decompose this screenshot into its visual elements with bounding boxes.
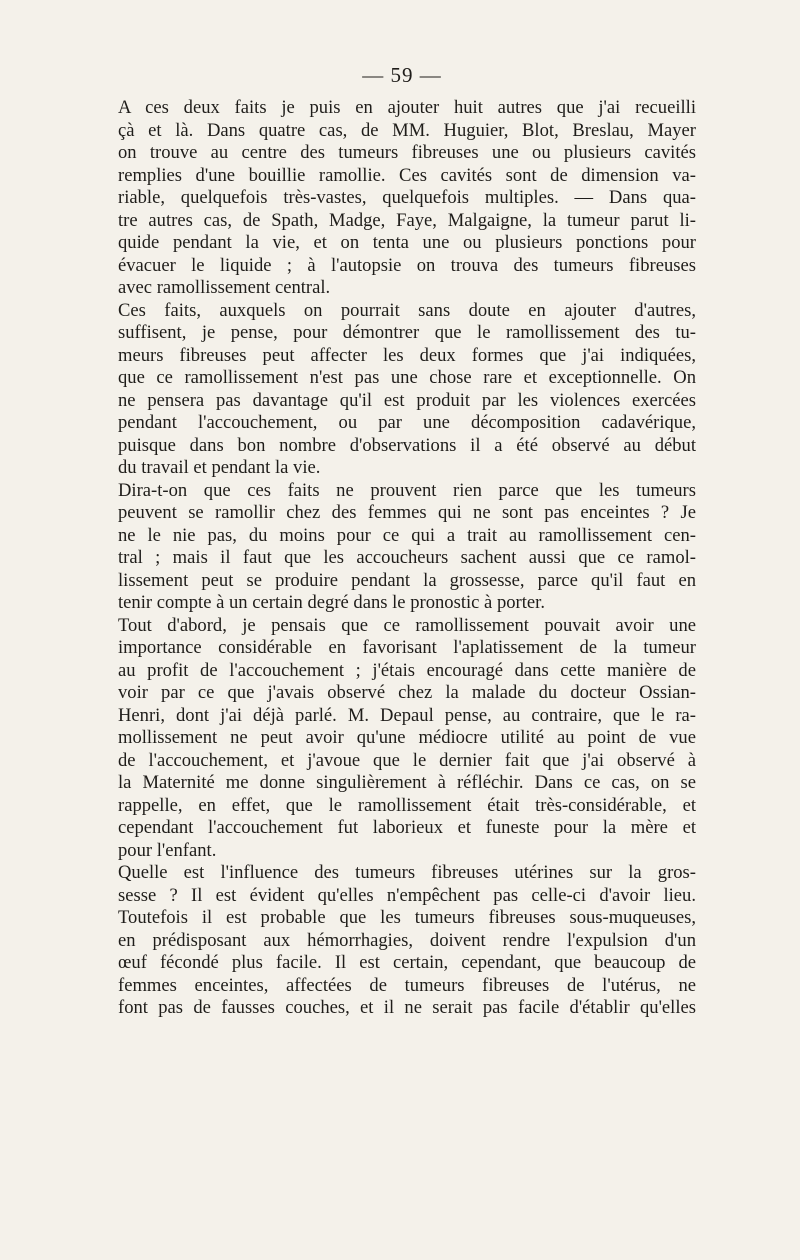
paragraph-1 bbox=[108, 97, 696, 300]
text-line: çà et là. Dans quatre cas, de MM. Huguier, Blot, Breslau, Mayer bbox=[118, 119, 696, 141]
text-line: importance considérable en favorisant l'aplatissement de la tumeur bbox=[118, 637, 696, 658]
text-line: quide pendant la vie, et on tenta une ou plusieurs ponctions pour bbox=[118, 232, 696, 253]
text-line: Ces faits, auxquels on pourrait sans doute en ajouter d'autres, bbox=[118, 299, 696, 321]
text-line: font pas de fausses couches, et il ne serait pas facile d'établir qu'elles bbox=[118, 997, 696, 1018]
text-line: femmes enceintes, affectées de tumeurs fibreuses de l'utérus, ne bbox=[118, 974, 696, 996]
paragraph-2 bbox=[108, 300, 696, 480]
text-line: on trouve au centre des tumeurs fibreuses une ou plusieurs cavités bbox=[118, 142, 696, 163]
text-line: sesse ? Il est évident qu'elles n'empêchent pas celle-ci d'avoir lieu. bbox=[118, 884, 696, 906]
text-line: que ce ramollissement n'est pas une chose rare et exceptionnelle. On bbox=[118, 367, 696, 388]
text-line: œuf fécondé plus facile. Il est certain, cependant, que beaucoup de bbox=[118, 952, 696, 973]
text-line: Henri, dont j'ai déjà parlé. M. Depaul pense, au contraire, que le ra- bbox=[118, 704, 696, 726]
text-line: tral ; mais il faut que les accoucheurs sachent aussi que ce ramol- bbox=[118, 547, 696, 568]
text-line: tre autres cas, de Spath, Madge, Faye, Malgaigne, la tumeur parut li- bbox=[118, 209, 696, 231]
text-line: cependant l'accouchement fut laborieux et funeste pour la mère et bbox=[118, 817, 696, 838]
text-line: Dira-t-on que ces faits ne prouvent rien parce que les tumeurs bbox=[118, 479, 696, 501]
text-line: voir par ce que j'avais observé chez la malade du docteur Ossian- bbox=[118, 682, 696, 703]
text-line: Toutefois il est probable que les tumeurs fibreuses sous-muqueuses, bbox=[118, 907, 696, 928]
paragraph-5 bbox=[108, 862, 696, 1020]
text-line: suffisent, je pense, pour démontrer que le ramollissement des tu- bbox=[118, 322, 696, 343]
text-line: rappelle, en effet, que le ramollissement était très-considérable, et bbox=[118, 794, 696, 816]
text-line: avec ramollissement central. bbox=[118, 277, 331, 298]
text-line: en prédisposant aux hémorrhagies, doivent rendre l'expulsion d'un bbox=[118, 929, 696, 951]
text-line: Quelle est l'influence des tumeurs fibreuses utérines sur la gros- bbox=[118, 862, 696, 883]
text-line: riable, quelquefois très-vastes, quelquefois multiples. — Dans qua- bbox=[118, 187, 696, 208]
text-line: peuvent se ramollir chez des femmes qui ne sont pas enceintes ? Je bbox=[118, 502, 696, 523]
text-line: ne le nie pas, du moins pour ce qui a trait au ramollissement cen- bbox=[118, 524, 696, 546]
paragraph-3 bbox=[108, 480, 696, 615]
text-line: lissement peut se produire pendant la grossesse, parce qu'il faut en bbox=[118, 569, 696, 591]
text-line: Tout d'abord, je pensais que ce ramollissement pouvait avoir une bbox=[118, 614, 696, 636]
text-line: puisque dans bon nombre d'observations il a été observé au début bbox=[118, 434, 696, 456]
paragraph-4 bbox=[108, 615, 696, 863]
text-line: du travail et pendant la vie. bbox=[118, 457, 321, 478]
text-line: au profit de l'accouchement ; j'étais encouragé dans cette manière de bbox=[118, 659, 696, 681]
text-line: pendant l'accouchement, ou par une décomposition cadavérique, bbox=[118, 412, 696, 433]
text-line: de l'accouchement, et j'avoue que le dernier fait que j'ai observé à bbox=[118, 749, 696, 771]
text-line: pour l'enfant. bbox=[118, 839, 217, 861]
text-line: tenir compte à un certain degré dans le pronostic à porter. bbox=[118, 592, 545, 613]
page-number: — 59 — bbox=[362, 63, 442, 87]
text-line: évacuer le liquide ; à l'autopsie on trouva des tumeurs fibreuses bbox=[118, 254, 696, 276]
text-line: ne pensera pas davantage qu'il est produit par les violences exercées bbox=[118, 389, 696, 411]
text-line: meurs fibreuses peut affecter les deux formes que j'ai indiquées, bbox=[118, 344, 696, 366]
text-line: la Maternité me donne singulièrement à réfléchir. Dans ce cas, on se bbox=[118, 772, 696, 793]
text-line: A ces deux faits je puis en ajouter huit autres que j'ai recueilli bbox=[118, 97, 696, 118]
text-line: remplies d'une bouillie ramollie. Ces cavités sont de dimension va- bbox=[118, 164, 696, 186]
text-line: mollissement ne peut avoir qu'une médiocre utilité au point de vue bbox=[118, 727, 696, 748]
